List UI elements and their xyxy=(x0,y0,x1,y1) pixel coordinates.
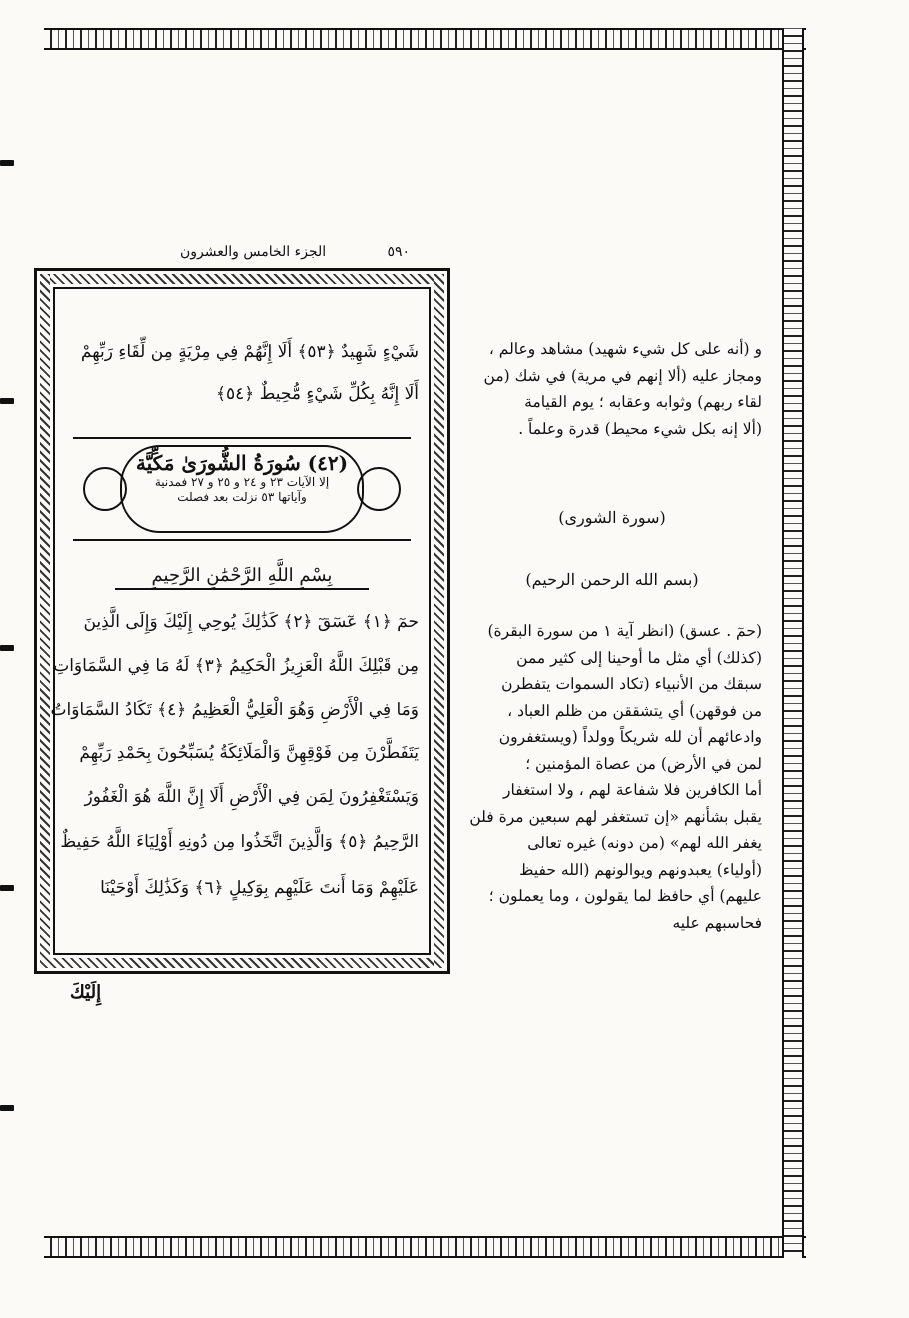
box-inner-frame xyxy=(50,287,431,955)
basmala: بِسْمِ اللَّهِ الرَّحْمَٰنِ الرَّحِيمِ xyxy=(115,565,369,590)
commentary-line: من فوقهن) أي يتشققن من ظلم العباد ، xyxy=(507,701,762,720)
commentary-line: سبقك من الأنبياء (تكاد السموات يتفطرن xyxy=(501,675,762,693)
running-header xyxy=(180,244,410,260)
commentary-line: فحاسبهم عليه xyxy=(672,913,762,932)
quran-verse-line: الرَّحِيمُ ﴿٥﴾ وَالَّذِينَ اتَّخَذُوا مِن دُونِهِ أَوْلِيَاءَ اللَّهُ حَفِيظٌ xyxy=(60,832,419,852)
quran-verse-line: مِن قَبْلِكَ اللَّهُ الْعَزِيزُ الْحَكِيمُ ﴿٣﴾ لَهُ مَا فِي السَّمَاوَاتِ xyxy=(53,656,419,676)
commentary-line: لمن في الأرض) من عصاة المؤمنين ؛ xyxy=(525,754,762,773)
box-border-right xyxy=(434,274,444,968)
commentary-line: (أولياء) يعبدونهم ويوالونهم (الله حفيظ xyxy=(519,860,762,879)
commentary-line: وادعائهم أن لله شريكاً وولداً (ويستغفرون xyxy=(498,728,762,746)
surah-heading: (سورة الشورى) xyxy=(558,508,666,527)
commentary-line: (ألا إنه بكل شيء محيط) قدرة وعلماً . xyxy=(518,419,762,438)
box-border-left xyxy=(40,274,50,968)
quran-text-box xyxy=(34,268,450,974)
margin-tab-mark xyxy=(0,1105,14,1111)
quran-verse-line: يَتَفَطَّرْنَ مِن فَوْقِهِنَّ وَالْمَلَائِكَةُ يُسَبِّحُونَ بِحَمْدِ رَبِّهِمْ xyxy=(79,743,419,763)
page-number: ٥٩٠ xyxy=(387,244,410,260)
quran-verse-line: وَمَا فِي الْأَرْضِ وَهُوَ الْعَلِيُّ الْعَظِيمُ ﴿٤﴾ تَكَادُ السَّمَاوَاتُ xyxy=(50,700,419,720)
commentary-line: (حمٓ . عسق) (انظر آية ١ من سورة البقرة) xyxy=(487,622,762,640)
box-border-top xyxy=(40,274,444,284)
margin-tab-mark xyxy=(0,160,14,166)
commentary-line: أما الكافرين فلا شفاعة لهم ، ولا استغفار xyxy=(503,781,762,799)
commentary-line: عليهم) أي حافظ لما يقولون ، وما يعملون ؛ xyxy=(488,887,762,905)
catchword: إِلَيْكَ xyxy=(70,982,102,1003)
surah-title: (٤٢) سُورَةُ الشُّورَىٰ مَكِّيَّة xyxy=(135,451,349,475)
quran-verse-line: شَيْءٍ شَهِيدٌ ﴿٥٣﴾ أَلَا إِنَّهُمْ فِي مِرْيَةٍ مِن لِّقَاءِ رَبِّهِمْ xyxy=(80,342,419,362)
surah-info-line: إلا الآيات ٢٣ و ٢٤ و ٢٥ و ٢٧ فمدنية xyxy=(154,475,330,489)
top-ornamental-border xyxy=(44,28,806,50)
commentary-line: (كذلك) أي مثل ما أوحينا إلى كثير ممن xyxy=(516,648,762,667)
running-title: الجزء الخامس والعشرون xyxy=(180,244,327,260)
surah-cartouche xyxy=(120,445,364,533)
basmala-heading: (بسم الله الرحمن الرحيم) xyxy=(525,570,699,589)
commentary-block xyxy=(462,336,762,442)
margin-tab-mark xyxy=(0,398,14,404)
commentary-line: يقبل بشأنهم «إن تستغفر لهم سبعين مرة فلن xyxy=(469,807,762,826)
commentary-line: يغفر الله لهم» (من دونه) غيره تعالى xyxy=(527,834,762,852)
commentary-line: و (أنه على كل شيء شهيد) مشاهد وعالم ، xyxy=(488,340,762,358)
commentary-block xyxy=(462,618,762,936)
box-border-bottom xyxy=(40,958,444,968)
quran-verse-line: حمٓ ﴿١﴾ عٓسٓقٓ ﴿٢﴾ كَذَٰلِكَ يُوحِي إِلَيْكَ وَإِلَى الَّذِينَ xyxy=(83,612,419,632)
surah-info-line: وآياتها ٥٣ نزلت بعد فصلت xyxy=(177,490,307,504)
commentary-line: ومجاز عليه (ألا إنهم في مرية) في شك (من xyxy=(483,366,762,385)
commentary-line: لقاء ربهم) وثوابه وعقابه ؛ يوم القيامة xyxy=(524,393,762,411)
rosette-ornament-icon xyxy=(83,467,127,511)
quran-verse-line: أَلَا إِنَّهُ بِكُلِّ شَيْءٍ مُّحِيطٌ ﴿٥٤﴾ xyxy=(216,384,419,404)
rosette-ornament-icon xyxy=(357,467,401,511)
margin-tab-mark xyxy=(0,645,14,651)
quran-verse-line: وَيَسْتَغْفِرُونَ لِمَن فِي الْأَرْضِ أَلَا إِنَّ اللَّهَ هُوَ الْغَفُورُ xyxy=(84,787,419,807)
quran-verse-line: عَلَيْهِمْ وَمَا أَنتَ عَلَيْهِم بِوَكِيلٍ ﴿٦﴾ وَكَذَٰلِكَ أَوْحَيْنَا xyxy=(100,878,419,898)
surah-title-banner xyxy=(73,437,411,541)
margin-tab-mark xyxy=(0,885,14,891)
bottom-ornamental-border xyxy=(44,1236,806,1258)
right-ornamental-border xyxy=(782,28,804,1258)
